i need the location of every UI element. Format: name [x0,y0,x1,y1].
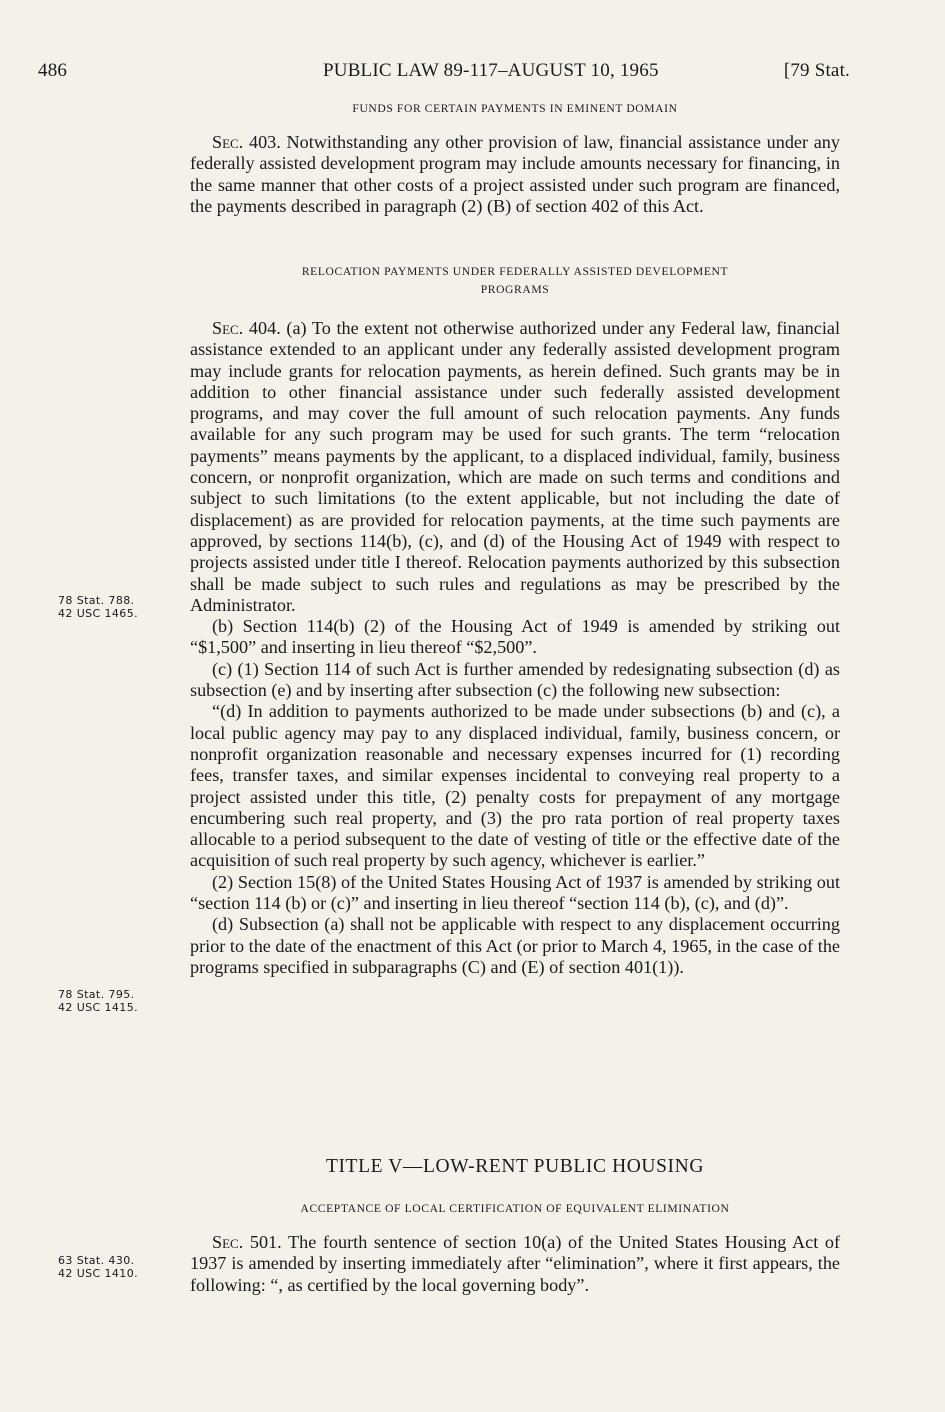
margin-citation [58,594,168,620]
margin-citation-usc: 42 USC 1410. [58,1267,138,1280]
section-403-paragraph [190,132,840,217]
margin-citation-usc: 42 USC 1465. [58,607,138,620]
section-501-text: 501. The fourth sentence of section 10(a) of the United States Housing Act of 1937 is amended by inserting immediately after “elimination”, where it first appears, the following: “, as certified by the local governing body”. [190,1232,841,1295]
running-title: PUBLIC LAW 89-117–AUGUST 10, 1965 [323,60,659,81]
margin-citation-stat: 63 Stat. 430. [58,1254,135,1267]
sec-label: Sec. [212,318,244,338]
page-number: 486 [38,60,68,81]
sec-label: Sec. [212,132,244,152]
sec-label: Sec. [212,1232,244,1252]
section-404-heading-line2: PROGRAMS [480,283,550,296]
section-404c1-quote: “(d) In addition to payments authorized to be made under subsections (b) and (c), a local public agency may pay to any displaced individual, family, business concern, or nonprofit organization reasonable and necessary expenses incurred for (1) recording fees, transfer taxes, and similar expenses incidental to conveying real property to a project assisted under this title, (2) penalty costs for prepayment of any mortgage encumbering such real property, and (3) the pro rata portion of real property taxes allocable to a period subsequent to the date of vesting of title or the effective date of the acquisition of such real property by such agency, whichever is earlier.” [190,701,840,871]
section-404a-text: 404. (a) To the extent not otherwise authorized under any Federal law, financial assistance extended to an applicant under any federally assisted development program may include grants for relocation payments, as herein defined. Such grants may be in addition to other financial assistance under such federally assisted development programs, and may cover the full amount of such relocation payments. Any funds available for any such program may be used for such grants. The term “relocation payments” means payments by the applicant, to a displaced individual, family, business concern, or nonprofit organization, which are made on such terms and conditions and subject to such limitations (to the extent applicable, but not including the date of displacement) as are provided for relocation payments, at the time such payments are approved, by sections 114(b), (c), and (d) of the Housing Act of 1949 with respect to projects assisted under title I thereof. Relocation payments authorized by this subsection shall be made subject to such rules and regulations as may be prescribed by the Administrator. [190,318,840,615]
title-v-heading: TITLE V—LOW-RENT PUBLIC HOUSING [325,1156,705,1177]
section-403-heading: FUNDS FOR CERTAIN PAYMENTS IN EMINENT DOMAIN [352,102,678,115]
section-403-body [190,132,840,217]
section-404d-paragraph: (d) Subsection (a) shall not be applicable with respect to any displacement occurring prior to the date of the enactment of this Act (or prior to March 4, 1965, in the case of the programs specified in subparagraphs (C) and (E) of section 401(1)). [190,914,840,977]
margin-citation [58,1254,168,1280]
section-404c1-paragraph: (c) (1) Section 114 of such Act is further amended by redesignating subsection (d) as subsection (e) and by inserting after subsection (c) the following new subsection: [190,658,840,701]
statute-reference: [79 Stat. [783,60,850,81]
margin-citation-stat: 78 Stat. 788. [58,594,135,607]
section-404c2-paragraph: (2) Section 15(8) of the United States Housing Act of 1937 is amended by striking out “section 114 (b) or (c)” and inserting in lieu thereof “section 114 (b), (c), and (d)”. [190,871,840,914]
section-403-text: 403. Notwithstanding any other provision of law, financial assistance under any federally assisted development program may include amounts necessary for financing, in the same manner that other costs of a project assisted under such program are financed, the payments described in paragraph (2) (B) of section 402 of this Act. [190,132,840,216]
section-404-heading-line1: RELOCATION PAYMENTS UNDER FEDERALLY ASSISTED DEVELOPMENT [301,265,729,278]
margin-citation [58,988,168,1014]
section-404a-paragraph [190,318,840,616]
section-404-body [190,318,840,978]
section-501-paragraph [190,1232,840,1296]
section-501-body [190,1232,840,1296]
page-header [38,60,850,88]
section-404-heading [190,263,840,299]
margin-citation-stat: 78 Stat. 795. [58,988,135,1001]
section-404b-paragraph: (b) Section 114(b) (2) of the Housing Act of 1949 is amended by striking out “$1,500” and inserting in lieu thereof “$2,500”. [190,616,840,658]
margin-citation-usc: 42 USC 1415. [58,1001,138,1014]
section-501-heading: ACCEPTANCE OF LOCAL CERTIFICATION OF EQUIVALENT ELIMINATION [300,1202,730,1215]
